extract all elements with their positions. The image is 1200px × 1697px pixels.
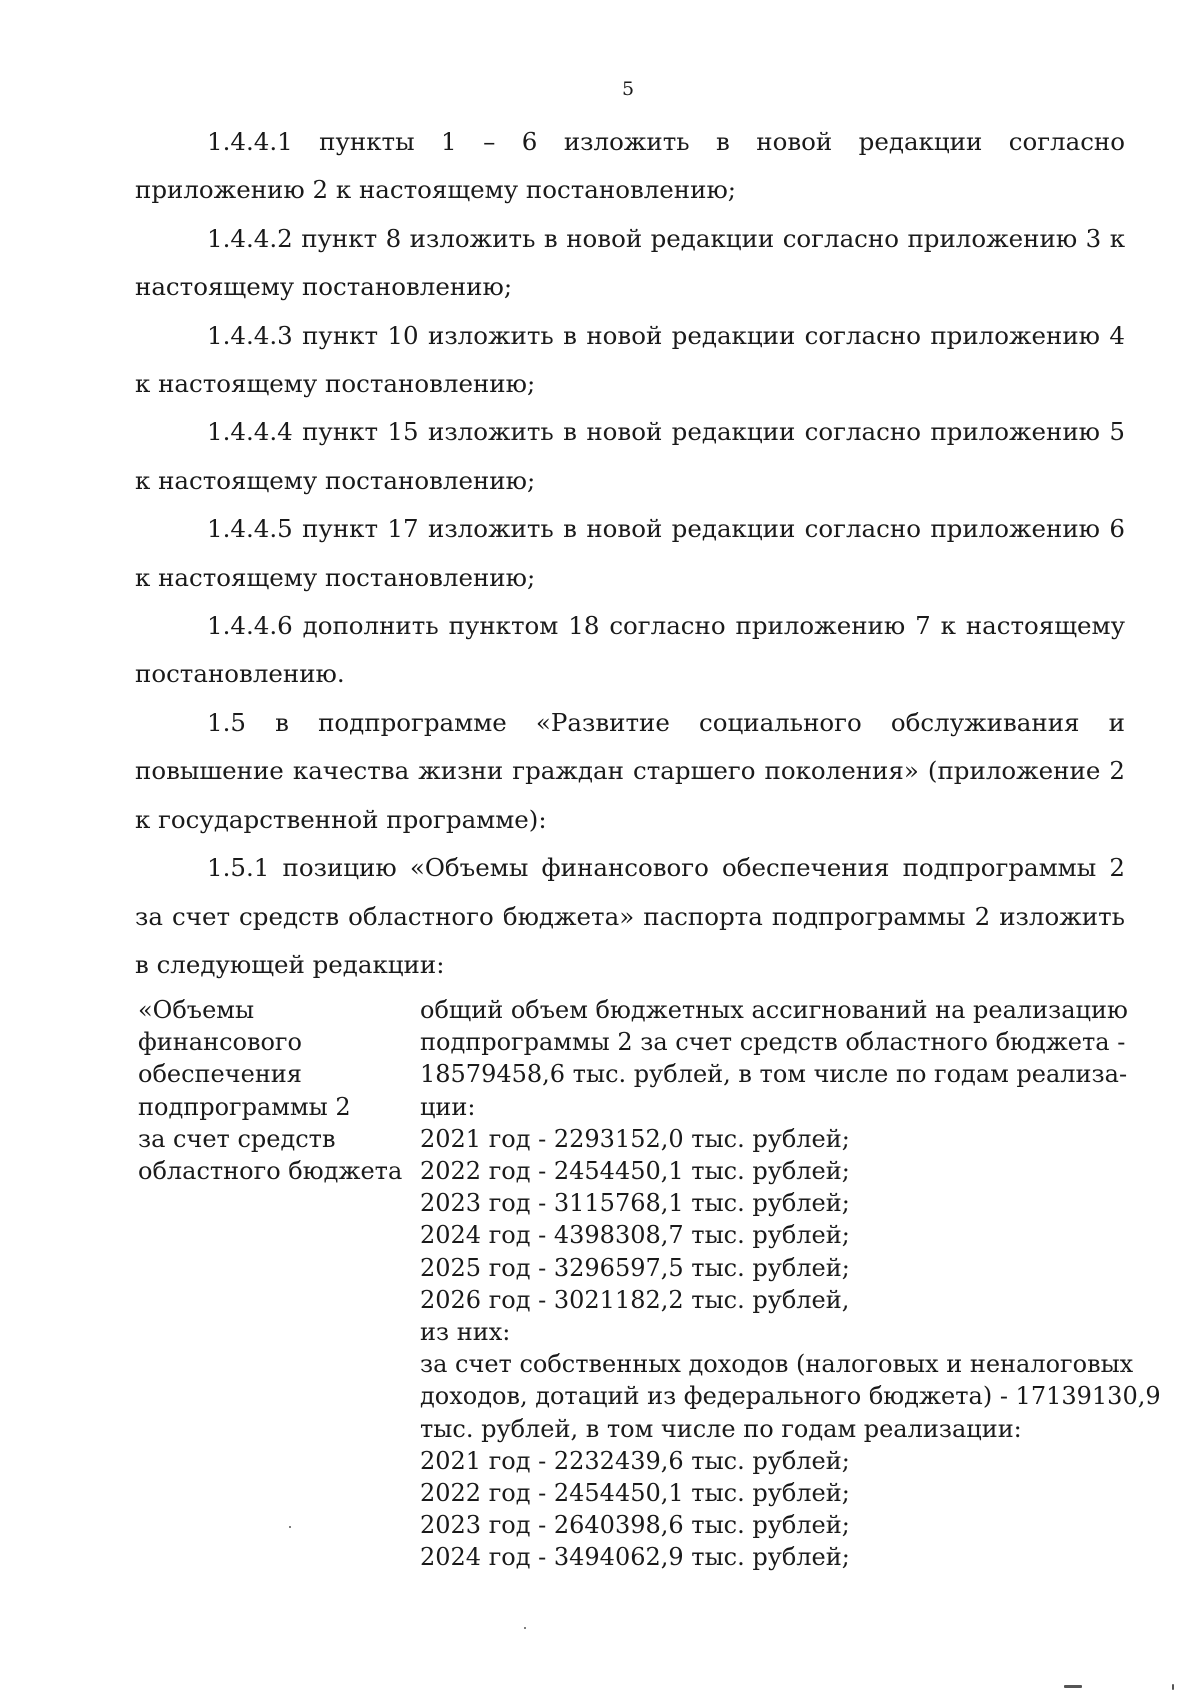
scan-speck xyxy=(1064,1685,1082,1688)
value-line-year-2023: 2023 год - 3115768,1 тыс. рублей; xyxy=(420,1189,850,1218)
scan-speck xyxy=(289,1526,291,1528)
paragraph-1-5: 1.5 в подпрограмме «Развитие социального обслуживания и повышение качества жизни граждан старшего поколения» (приложение 2 к государственной программе): xyxy=(135,707,1125,834)
value-line-year-2026: 2026 год - 3021182,2 тыс. рублей, xyxy=(420,1285,850,1314)
value-line-year-2024: 2024 год - 4398308,7 тыс. рублей; xyxy=(420,1221,850,1250)
label-line: финансового xyxy=(138,1028,302,1057)
paragraph-1-4-4-1: 1.4.4.1 пункты 1 – 6 изложить в новой редакции согласно приложению 2 к настоящему постановлению; xyxy=(135,127,1125,205)
value-line-own-2022: 2022 год - 2454450,1 тыс. рублей; xyxy=(420,1479,850,1508)
value-line: из них: xyxy=(420,1318,511,1347)
value-line-year-2022: 2022 год - 2454450,1 тыс. рублей; xyxy=(420,1157,850,1186)
value-line: тыс. рублей, в том числе по годам реализации: xyxy=(420,1414,1022,1443)
paragraph-1-4-4-4: 1.4.4.4 пункт 15 изложить в новой редакции согласно приложению 5 к настоящему постановлению; xyxy=(135,417,1125,495)
paragraph-1-4-4-3: 1.4.4.3 пункт 10 изложить в новой редакции согласно приложению 4 к настоящему постановлению; xyxy=(135,320,1125,399)
value-line: подпрограммы 2 за счет средств областного бюджета - xyxy=(420,1028,1126,1057)
scan-speck xyxy=(524,1627,526,1629)
value-line-year-2025: 2025 год - 3296597,5 тыс. рублей; xyxy=(420,1253,850,1282)
passport-label xyxy=(138,994,403,1187)
amendment-text xyxy=(135,118,1125,989)
scan-speck xyxy=(1172,1684,1174,1690)
label-line: областного бюджета xyxy=(138,1157,403,1186)
value-line: ции: xyxy=(420,1092,476,1121)
label-line: за счет средств xyxy=(138,1124,336,1153)
value-line: 18579458,6 тыс. рублей, в том числе по годам реализа- xyxy=(420,1060,1128,1089)
value-line-own-2024: 2024 год - 3494062,9 тыс. рублей; xyxy=(420,1543,850,1572)
passport-value xyxy=(420,994,1161,1574)
value-line-own-2023: 2023 год - 2640398,6 тыс. рублей; xyxy=(420,1511,850,1540)
label-line: «Объемы xyxy=(138,996,255,1024)
paragraph-1-4-4-6: 1.4.4.6 дополнить пунктом 18 согласно приложению 7 к настоящему постановлению. xyxy=(135,611,1125,689)
paragraph-1-4-4-2: 1.4.4.2 пункт 8 изложить в новой редакции согласно приложению 3 к настоящему постановлению; xyxy=(135,223,1125,302)
paragraph-1-4-4-5: 1.4.4.5 пункт 17 изложить в новой редакции согласно приложению 6 к настоящему постановлению; xyxy=(135,514,1125,592)
value-line-year-2021: 2021 год - 2293152,0 тыс. рублей; xyxy=(420,1124,850,1153)
value-line: за счет собственных доходов (налоговых и неналоговых xyxy=(420,1350,1134,1379)
value-line: общий объем бюджетных ассигнований на реализацию xyxy=(420,996,1128,1024)
label-line: обеспечения xyxy=(138,1060,302,1089)
value-line: доходов, дотаций из федерального бюджета) - 17139130,9 xyxy=(420,1382,1161,1411)
value-line-own-2021: 2021 год - 2232439,6 тыс. рублей; xyxy=(420,1446,850,1475)
page-number: 5 xyxy=(621,78,635,100)
paragraph-1-5-1: 1.5.1 позицию «Объемы финансового обеспечения подпрограммы 2 за счет средств областного бюджета» паспорта подпрограммы 2 изложить в следующей редакции: xyxy=(135,853,1125,979)
label-line: подпрограммы 2 xyxy=(138,1092,351,1121)
